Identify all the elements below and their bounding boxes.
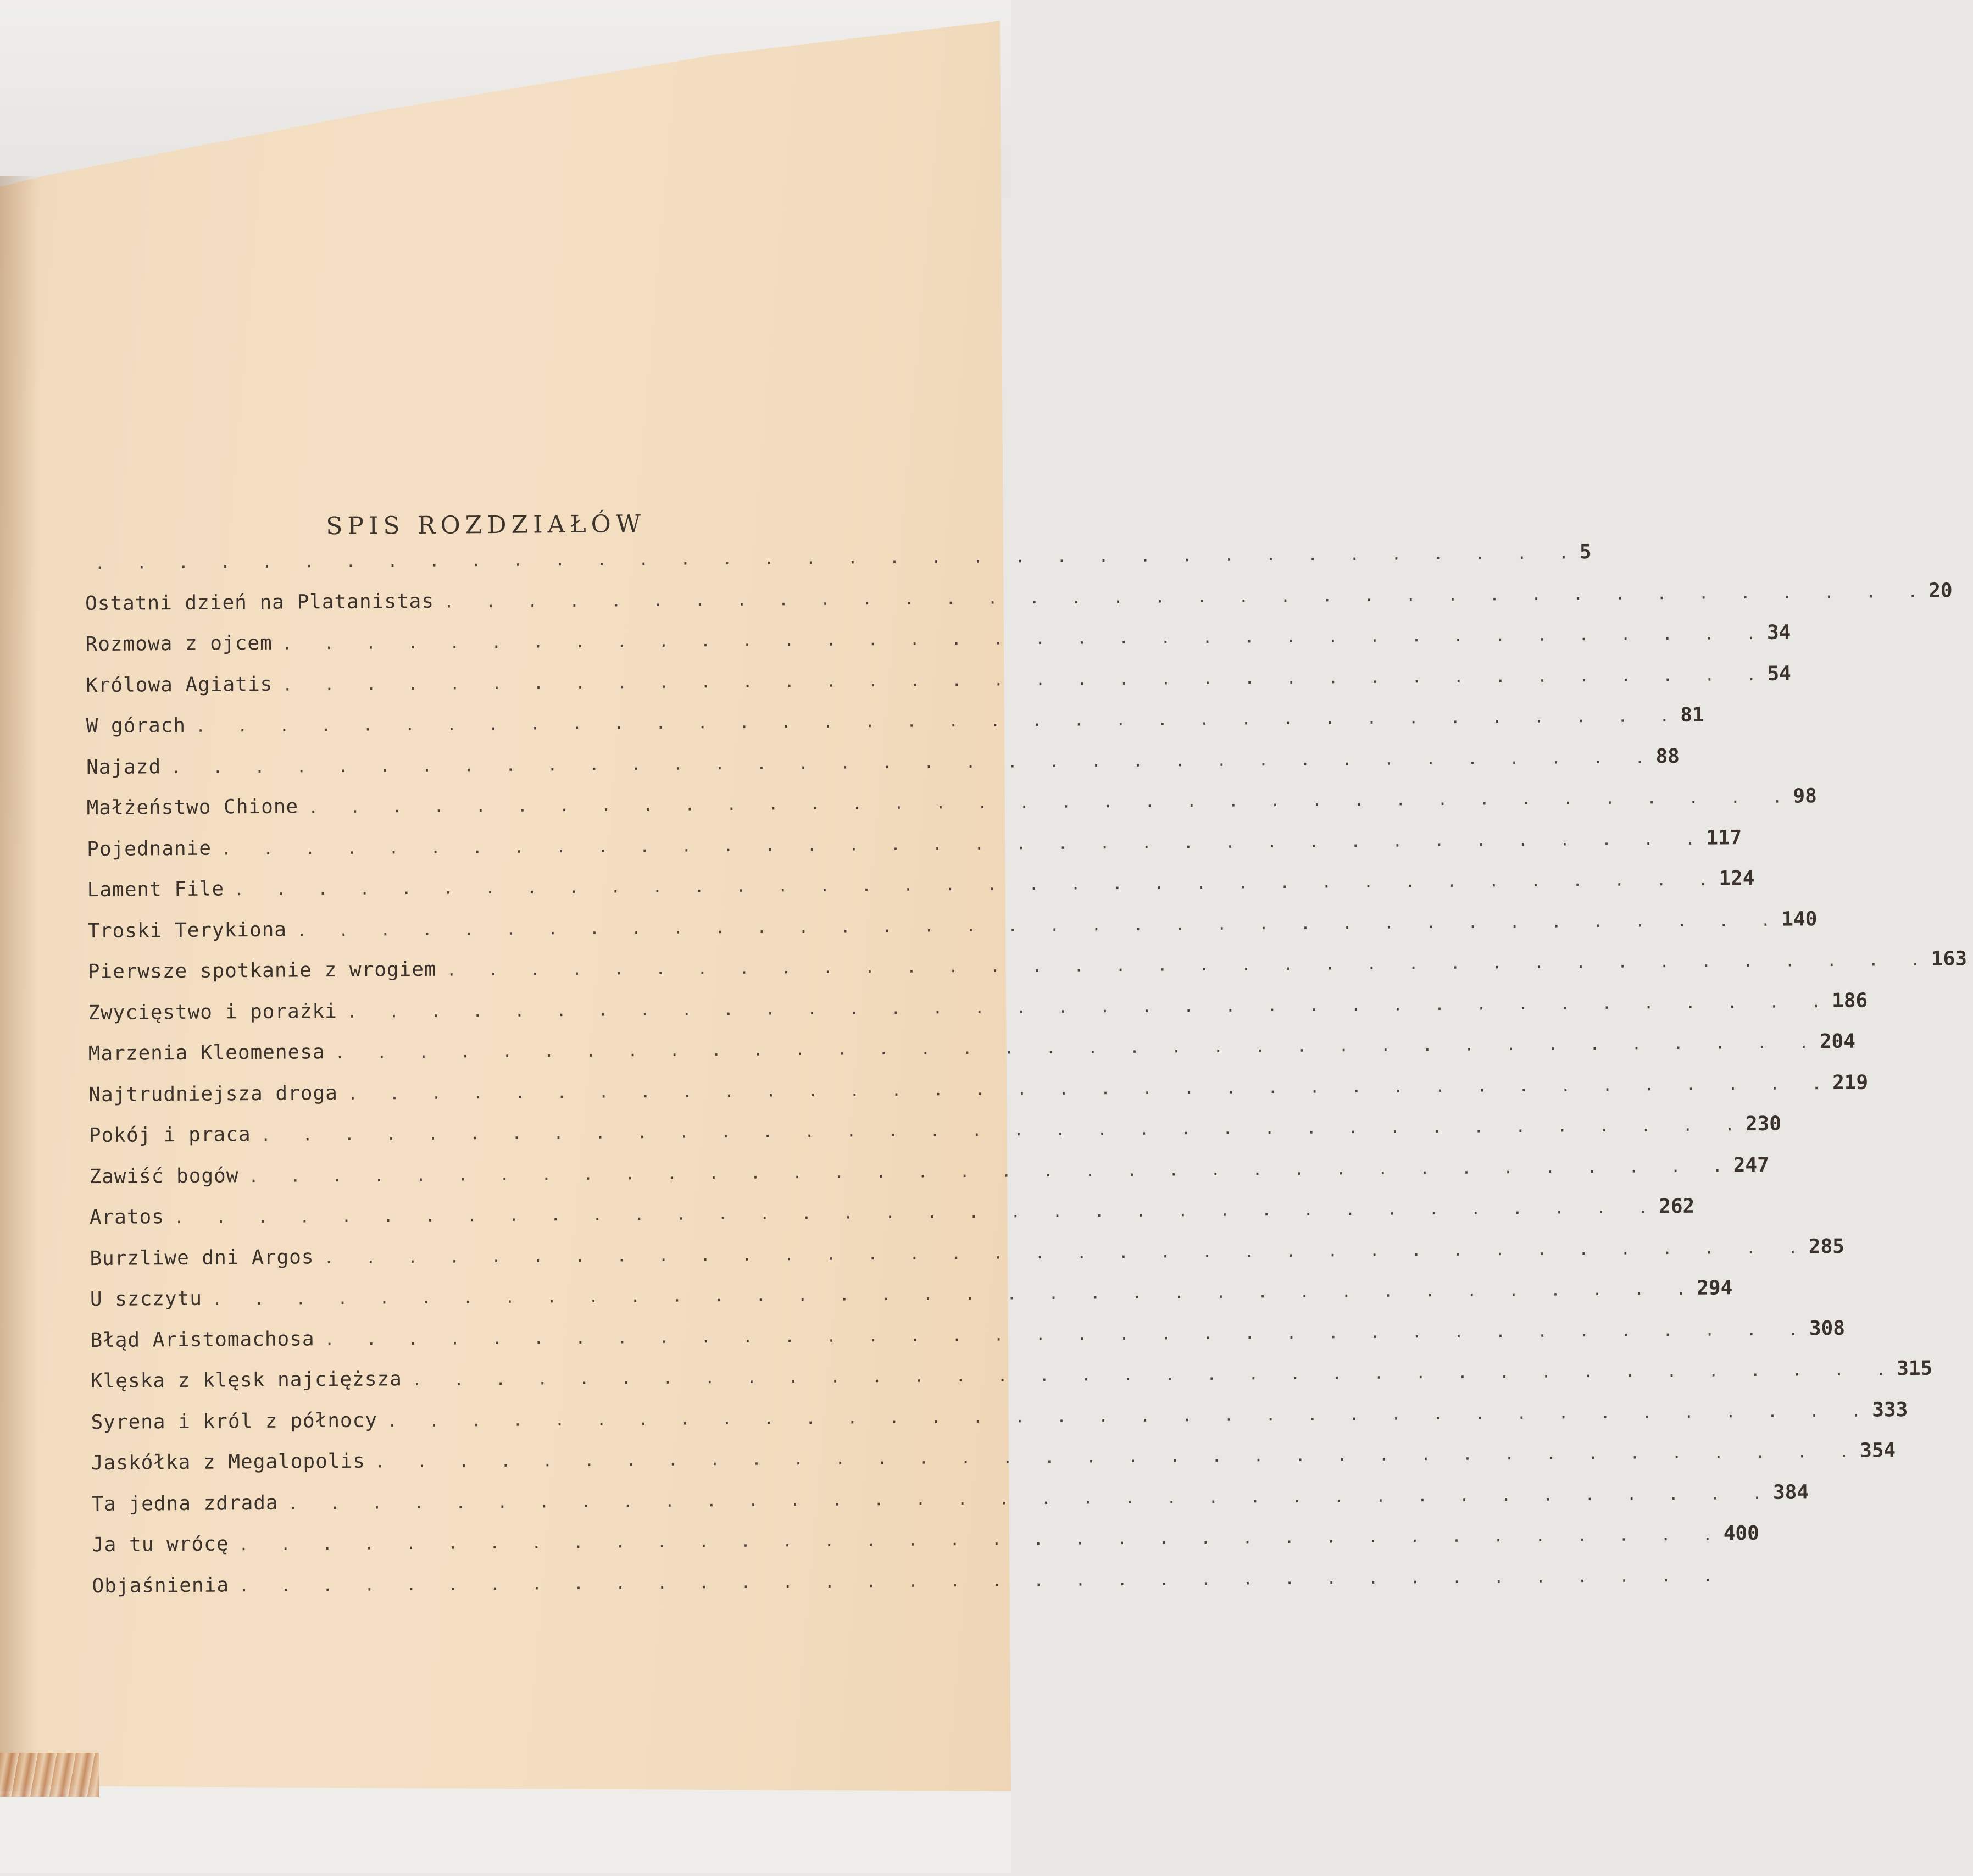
toc-entry xyxy=(87,791,900,837)
toc-entry-page: 219 xyxy=(1832,1071,1868,1094)
toc-entry xyxy=(92,1569,905,1615)
toc-entry-page: 354 xyxy=(1860,1439,1896,1462)
toc-entry xyxy=(91,1405,904,1451)
toc-dot-leader: . . . . . . . . . . . . . . . . . . . . . . . . . . . . . . . . . . . . xyxy=(324,1238,1809,1268)
toc-dot-leader: . . . . . . . . . . . . . . . . . . . . . . . . . . . . . . . . . . . . xyxy=(447,951,1932,980)
toc-dot-leader: . . . . . . . . . . . . . . . . . . . . . . . . . . . . . . . . . . . . xyxy=(212,1280,1697,1309)
toc-dot-leader: . . . . . . . . . . . . . . . . . . . . . . . . . . . . . . . . . . . . xyxy=(234,870,1719,900)
toc-entry-title: Objaśnienia xyxy=(92,1574,239,1597)
toc-entry-page: 294 xyxy=(1697,1276,1732,1299)
toc-title: SPIS ROZDZIAŁÓW xyxy=(249,509,722,541)
toc-entry-page: 81 xyxy=(1680,704,1704,726)
toc-dot-leader: . . . . . . . . . . . . . . . . . . . . . . . . . . . . . . . . . . . . xyxy=(221,829,1707,859)
toc-entry-page: 247 xyxy=(1733,1153,1769,1176)
toc-entry-page: 384 xyxy=(1773,1481,1809,1503)
toc-entry-title: Jaskółka z Megalopolis xyxy=(91,1450,375,1475)
toc-entry xyxy=(88,996,901,1042)
toc-entry-title: Ostatni dzień na Platanistas xyxy=(85,590,444,615)
toc-entry-title: Lament File xyxy=(87,878,235,901)
toc-entry-title: Burzliwe dni Argos xyxy=(90,1246,324,1270)
toc-entry-page: 400 xyxy=(1724,1522,1759,1545)
toc-dot-leader: . . . . . . . . . . . . . . . . . . . . . . . . . . . . . . . . . . . . xyxy=(288,1484,1774,1513)
toc-entry-page: 54 xyxy=(1767,662,1791,685)
toc-entry xyxy=(92,1528,905,1574)
toc-entry-page: 204 xyxy=(1820,1030,1855,1053)
toc-dot-leader: . . . . . . . . . . . . . . . . . . . . . . . . . . . . . . . . . . . . xyxy=(444,582,1929,612)
toc-entry-title: Pokój i praca xyxy=(89,1123,261,1147)
toc-dot-leader: . . . . . . . . . . . . . . . . . . . . . . . . . . . . . . . . . . . . xyxy=(387,1401,1872,1431)
toc-entry xyxy=(85,586,898,632)
toc-entry xyxy=(90,1241,903,1287)
toc-entry xyxy=(91,1364,904,1411)
toc-entry xyxy=(88,1078,902,1124)
toc-entry xyxy=(87,832,900,878)
toc-entry-title: Pojednanie xyxy=(87,837,221,861)
toc-entry-title: Błąd Aristomachosa xyxy=(90,1328,324,1352)
toc-dot-leader: . . . . . . . . . . . . . . . . . . . . . . . . . . . . . . . . . . . . xyxy=(375,1442,1860,1472)
toc-entry-page: 34 xyxy=(1767,621,1791,644)
toc-entry-page: 262 xyxy=(1659,1195,1694,1218)
toc-dot-leader: . . . . . . . . . . . . . . . . . . . . . . . . . . . . . . . . . . . . xyxy=(297,911,1782,940)
toc-entry-page: 333 xyxy=(1872,1398,1908,1421)
toc-dot-leader: . . . . . . . . . . . . . . . . . . . . . . . . . . . . . . . . . . . . xyxy=(324,1320,1809,1350)
toc-entry-title: Klęska z klęsk najcięższa xyxy=(91,1368,412,1392)
toc-entry xyxy=(89,1119,902,1165)
toc-entry xyxy=(87,873,901,919)
toc-entry-title: Troski Terykiona xyxy=(87,918,297,942)
toc-entry xyxy=(89,1159,902,1206)
toc-entry xyxy=(86,668,899,714)
toc-entry-title: Aratos xyxy=(90,1206,174,1229)
toc-entry-page: 186 xyxy=(1832,989,1868,1012)
toc-entry xyxy=(88,1037,902,1083)
toc-dot-leader: . . . . . . . . . . . . . . . . . . . . . . . . . . . . . . . . . . . . xyxy=(347,992,1832,1022)
toc-entry-title: Rozmowa z ojcem xyxy=(85,632,282,656)
toc-entry xyxy=(90,1323,903,1369)
toc-entry-page: 124 xyxy=(1719,867,1754,890)
toc-entry xyxy=(90,1283,903,1329)
toc-dot-leader: . . . . . . . . . . . . . . . . . . . . . . . . . . . . . . . . . . . . xyxy=(239,1566,1724,1596)
toc-entry xyxy=(86,709,899,756)
toc-entry-title: Królowa Agiatis xyxy=(86,673,282,696)
toc-entry xyxy=(85,628,898,674)
toc-entry xyxy=(90,1201,903,1247)
toc-entry-title: Pierwsze spotkanie z wrogiem xyxy=(88,958,447,984)
toc-entry-title: Zwycięstwo i porażki xyxy=(88,1000,347,1024)
toc-entry-page: 98 xyxy=(1793,785,1817,807)
toc-entry-page: 230 xyxy=(1746,1113,1781,1135)
toc-dot-leader: . . . . . . . . . . . . . . . . . . . . . . . . . . . . . . . . . . . . xyxy=(335,1033,1820,1063)
toc-dot-leader: . . . . . . . . . . . . . . . . . . . . . . . . . . . . . . . . . . . . xyxy=(171,748,1656,778)
toc-entry-page: 308 xyxy=(1809,1317,1845,1339)
toc-dot-leader: . . . . . . . . . . . . . . . . . . . . . . . . . . . . . . . . . . . . xyxy=(282,624,1768,654)
toc-entry-page: 140 xyxy=(1781,908,1817,930)
toc-entry-title: W górach xyxy=(86,714,196,737)
toc-entry xyxy=(85,546,898,592)
toc-entry-page: 117 xyxy=(1706,826,1742,849)
toc-dot-leader: . . . . . . . . . . . . . . . . . . . . . . . . . . . . . . . . . . . . xyxy=(348,1074,1833,1104)
toc-dot-leader: . . . . . . . . . . . . . . . . . . . . . . . . . . . . . . . . . . . . xyxy=(282,665,1768,695)
toc-entry-title: Marzenia Kleomenesa xyxy=(88,1041,335,1065)
toc-entry xyxy=(91,1446,904,1492)
toc-entry-title: Małżeństwo Chione xyxy=(87,795,309,819)
toc-dot-leader: . . . . . . . . . . . . . . . . . . . . . . . . . . . . . . . . . . . . xyxy=(248,1157,1733,1186)
toc-entry-title: Syrena i król z północy xyxy=(91,1409,387,1434)
toc-entry-page: 163 xyxy=(1931,947,1967,970)
toc-entry-page: 315 xyxy=(1897,1357,1932,1380)
toc-dot-leader: . . . . . . . . . . . . . . . . . . . . . . . . . . . . . . . . . . . . xyxy=(238,1525,1724,1555)
toc-entry-title: Najazd xyxy=(86,756,171,779)
toc-entry-title: Ja tu wrócę xyxy=(92,1533,239,1556)
toc-entry-title: Ta jedna zdrada xyxy=(91,1491,288,1515)
toc-dot-leader: . . . . . . . . . . . . . . . . . . . . . . . . . . . . . . . . . . . . xyxy=(308,787,1793,817)
toc-entry-page: 285 xyxy=(1809,1235,1844,1257)
toc-entry-page: 88 xyxy=(1655,745,1680,767)
toc-dot-leader: . . . . . . . . . . . . . . . . . . . . . . . . . . . . . . . . . . . . xyxy=(174,1198,1659,1228)
toc-entry xyxy=(86,750,899,796)
toc-entry xyxy=(88,955,901,1001)
toc-dot-leader: . . . . . . . . . . . . . . . . . . . . . . . . . . . . . . . . . . . . xyxy=(95,543,1580,573)
toc-dot-leader: . . . . . . . . . . . . . . . . . . . . . . . . . . . . . . . . . . . . xyxy=(196,707,1681,736)
toc-entry-title: Najtrudniejsza droga xyxy=(88,1081,348,1106)
toc-entry-page: 5 xyxy=(1580,541,1592,563)
toc-entry xyxy=(91,1487,904,1533)
toc-entry-title: U szczytu xyxy=(90,1287,212,1311)
toc-dot-leader: . . . . . . . . . . . . . . . . . . . . . . . . . . . . . . . . . . . . xyxy=(260,1115,1746,1145)
toc-entry-page: 20 xyxy=(1928,579,1953,602)
toc-entry-title: Zawiść bogów xyxy=(89,1164,248,1188)
toc-dot-leader: . . . . . . . . . . . . . . . . . . . . . . . . . . . . . . . . . . . . xyxy=(412,1360,1897,1390)
toc-entry xyxy=(87,914,901,960)
